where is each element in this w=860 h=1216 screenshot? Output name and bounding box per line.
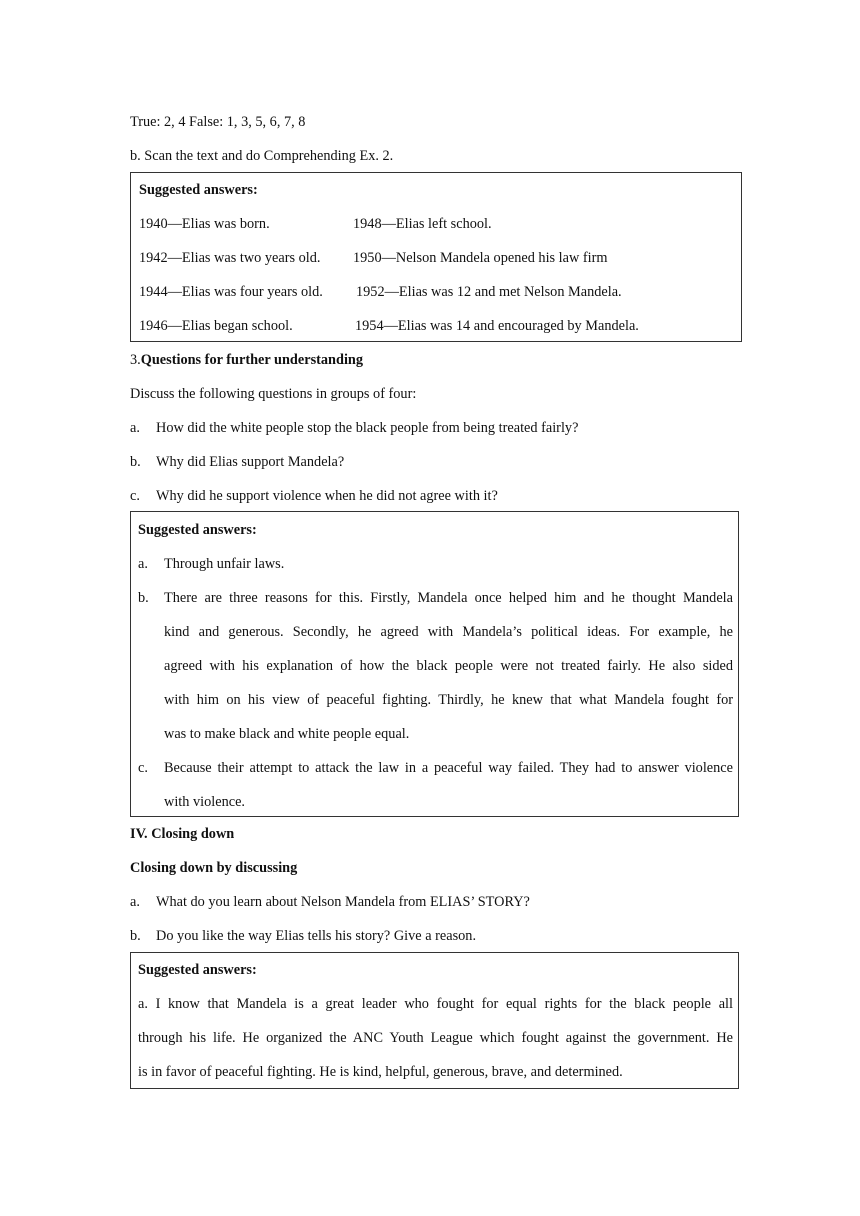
box-heading: Suggested answers: [139, 182, 258, 198]
section-3-heading [130, 350, 363, 370]
answer-marker-b: b. [138, 590, 149, 606]
closing-answer-line: a. I know that Mandela is a great leader who fought for equal rights for the black people all [138, 996, 733, 1012]
question-text: What do you learn about Nelson Mandela from ELIAS’ STORY? [156, 894, 530, 910]
timeline-left-3: 1944—Elias was four years old. [139, 284, 323, 300]
question-marker: b. [130, 928, 141, 944]
answer-b-line: kind and generous. Secondly, he agreed with Mandela’s political ideas. For example, he [164, 624, 733, 640]
question-text: Do you like the way Elias tells his story? Give a reason. [156, 928, 477, 944]
question-item [130, 892, 530, 912]
answer-a-text: Through unfair laws. [164, 556, 285, 572]
box-heading: Suggested answers: [138, 962, 257, 978]
suggested-answers-box [130, 511, 739, 817]
question-text: Why did he support violence when he did not agree with it? [156, 488, 498, 504]
section-3-number: 3. [130, 352, 141, 368]
closing-answer-line: is in favor of peaceful fighting. He is kind, helpful, generous, brave, and determined. [138, 1064, 623, 1080]
question-item [130, 452, 344, 472]
timeline-right-2: 1950—Nelson Mandela opened his law firm [353, 250, 608, 266]
section-3-title: Questions for further understanding [140, 352, 364, 368]
closing-answer-line: through his life. He organized the ANC Youth League which fought against the government. He [138, 1030, 733, 1046]
timeline-right-4: 1954—Elias was 14 and encouraged by Mandela. [355, 318, 639, 334]
answer-b-line: agreed with his explanation of how the black people were not treated fairly. He also sided [164, 658, 733, 674]
question-item [130, 926, 476, 946]
question-item [130, 486, 498, 506]
section-3-intro: Discuss the following questions in groups of four: [130, 386, 417, 402]
scan-instruction: b. Scan the text and do Comprehending Ex. 2. [130, 148, 394, 164]
timeline-left-2: 1942—Elias was two years old. [139, 250, 321, 266]
question-text: How did the white people stop the black people from being treated fairly? [156, 420, 579, 436]
question-marker: a. [130, 894, 140, 910]
question-item [130, 418, 578, 438]
answer-b-line: with him on his view of peaceful fighting. Thirdly, he knew that what Mandela fought for [164, 692, 733, 708]
section-4-title: IV. Closing down [130, 826, 235, 842]
question-marker: a. [130, 420, 140, 436]
answer-marker-c: c. [138, 760, 148, 776]
timeline-answer-box [130, 172, 742, 342]
question-marker: b. [130, 454, 141, 470]
box-heading: Suggested answers: [138, 522, 257, 538]
answer-marker-a: a. [138, 556, 148, 572]
timeline-right-1: 1948—Elias left school. [353, 216, 492, 232]
answer-c-line: Because their attempt to attack the law in a peaceful way failed. They had to answer violence [164, 760, 733, 776]
timeline-left-4: 1946—Elias began school. [139, 318, 293, 334]
answer-b-line: There are three reasons for this. Firstly, Mandela once helped him and he thought Mandela [164, 590, 733, 606]
timeline-left-1: 1940—Elias was born. [139, 216, 270, 232]
closing-answers-box [130, 952, 739, 1089]
answer-b-line: was to make black and white people equal. [164, 726, 410, 742]
question-marker: c. [130, 488, 140, 504]
section-4-subtitle: Closing down by discussing [130, 860, 298, 876]
timeline-right-3: 1952—Elias was 12 and met Nelson Mandela. [356, 284, 622, 300]
question-text: Why did Elias support Mandela? [156, 454, 345, 470]
answer-c-line: with violence. [164, 794, 245, 810]
true-false-answer: True: 2, 4 False: 1, 3, 5, 6, 7, 8 [130, 114, 306, 130]
